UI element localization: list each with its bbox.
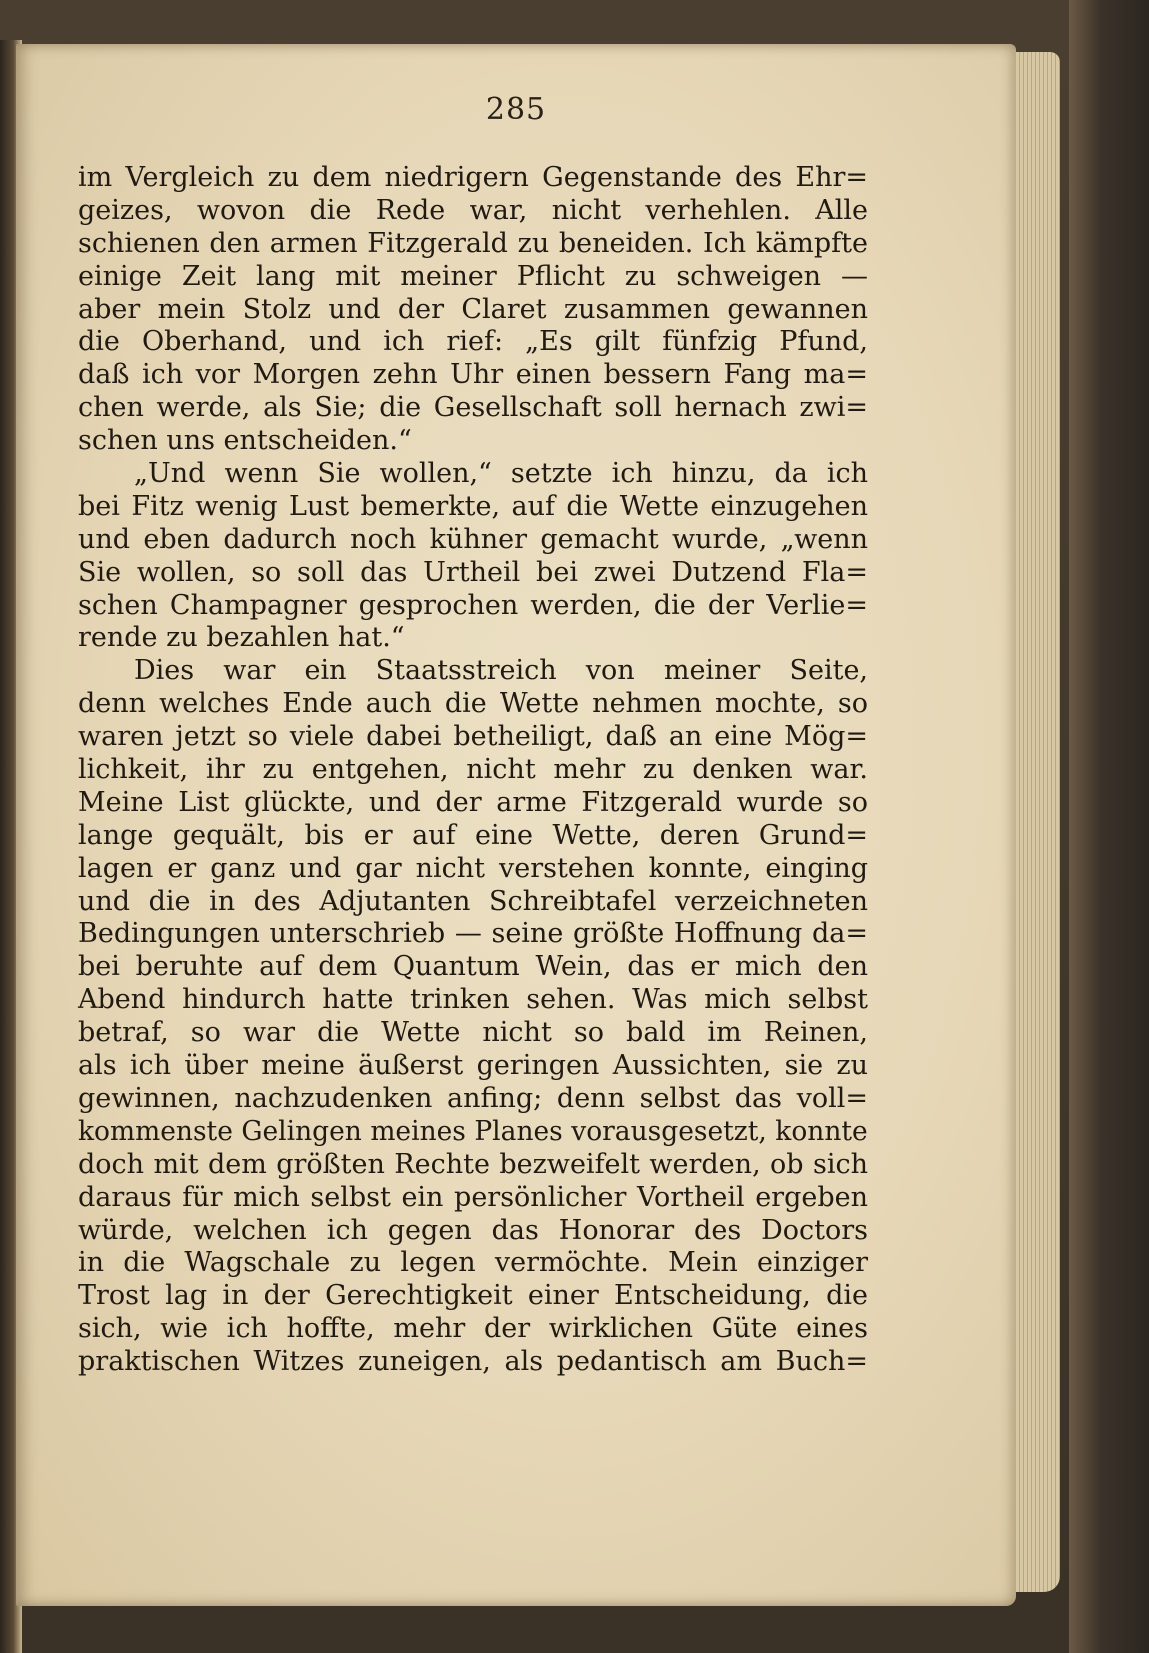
text-line: gewinnen, nachzudenken anfing; denn selbst das voll= — [78, 1082, 868, 1114]
text-line: schienen den armen Fitzgerald zu beneiden. Ich kämpfte — [78, 227, 868, 259]
text-line: chen werde, als Sie; die Gesellschaft soll hernach zwi= — [78, 392, 868, 424]
text-line: würde, welchen ich gegen das Honorar des Doctors — [78, 1214, 868, 1246]
text-line: denn welches Ende auch die Wette nehmen mochte, so — [78, 688, 868, 720]
text-line: und eben dadurch noch kühner gemacht wurde, „wenn — [78, 523, 868, 555]
book-cover-right-edge — [1069, 0, 1149, 1653]
text-line: schen Champagner gesprochen werden, die der Verlie= — [78, 589, 868, 621]
text-line: praktischen Witzes zuneigen, als pedantisch am Buch= — [78, 1346, 868, 1378]
text-line: sich, wie ich hoffte, mehr der wirklichen Güte eines — [78, 1313, 868, 1345]
text-line: kommenste Gelingen meines Planes vorausgesetzt, konnte — [78, 1115, 868, 1147]
text-line: daraus für mich selbst ein persönlicher Vortheil ergeben — [78, 1181, 868, 1213]
text-line: Abend hindurch hatte trinken sehen. Was mich selbst — [78, 984, 868, 1016]
text-line: waren jetzt so viele dabei betheiligt, daß an eine Mög= — [78, 721, 868, 753]
text-line: die Oberhand, und ich rief: „Es gilt fünfzig Pfund, — [78, 326, 868, 358]
text-line: betraf, so war die Wette nicht so bald im Reinen, — [78, 1017, 868, 1049]
text-line: Bedingungen unterschrieb — seine größte Hoffnung da= — [78, 918, 868, 950]
page-text — [78, 162, 868, 1379]
text-line: „Und wenn Sie wollen,“ setzte ich hinzu, da ich — [134, 458, 868, 490]
text-line: Meine List glückte, und der arme Fitzgerald wurde so — [78, 786, 868, 818]
text-line: lichkeit, ihr zu entgehen, nicht mehr zu denken war. — [78, 754, 868, 786]
text-line: geizes, wovon die Rede war, nicht verhehlen. Alle — [78, 194, 868, 226]
text-line: aber mein Stolz und der Claret zusammen gewannen — [78, 293, 868, 325]
text-line: Dies war ein Staatsstreich von meiner Seite, — [134, 655, 868, 687]
text-line: in die Wagschale zu legen vermöchte. Mein einziger — [78, 1247, 868, 1279]
text-line: schen uns entscheiden.“ — [78, 425, 412, 457]
text-line: bei Fitz wenig Lust bemerkte, auf die Wette einzugehen — [78, 490, 868, 522]
page-number: 285 — [485, 92, 547, 127]
text-line: Trost lag in der Gerechtigkeit einer Entscheidung, die — [78, 1280, 868, 1312]
text-line: Sie wollen, so soll das Urtheil bei zwei Dutzend Fla= — [78, 556, 868, 588]
text-line: im Vergleich zu dem niedrigern Gegenstande des Ehr= — [78, 162, 868, 193]
book-page — [16, 44, 1016, 1606]
text-line: als ich über meine äußerst geringen Aussichten, sie zu — [78, 1050, 868, 1082]
text-line: und die in des Adjutanten Schreibtafel verzeichneten — [78, 885, 868, 917]
text-line: lagen er ganz und gar nicht verstehen konnte, einging — [78, 852, 868, 884]
text-line: rende zu bezahlen hat.“ — [78, 622, 405, 654]
text-line: einige Zeit lang mit meiner Pflicht zu schweigen — — [78, 260, 868, 292]
text-line: doch mit dem größten Rechte bezweifelt werden, ob sich — [78, 1148, 868, 1180]
text-line: bei beruhte auf dem Quantum Wein, das er mich den — [78, 951, 868, 983]
text-line: daß ich vor Morgen zehn Uhr einen bessern Fang ma= — [78, 359, 868, 391]
text-line: lange gequält, bis er auf eine Wette, deren Grund= — [78, 819, 868, 851]
